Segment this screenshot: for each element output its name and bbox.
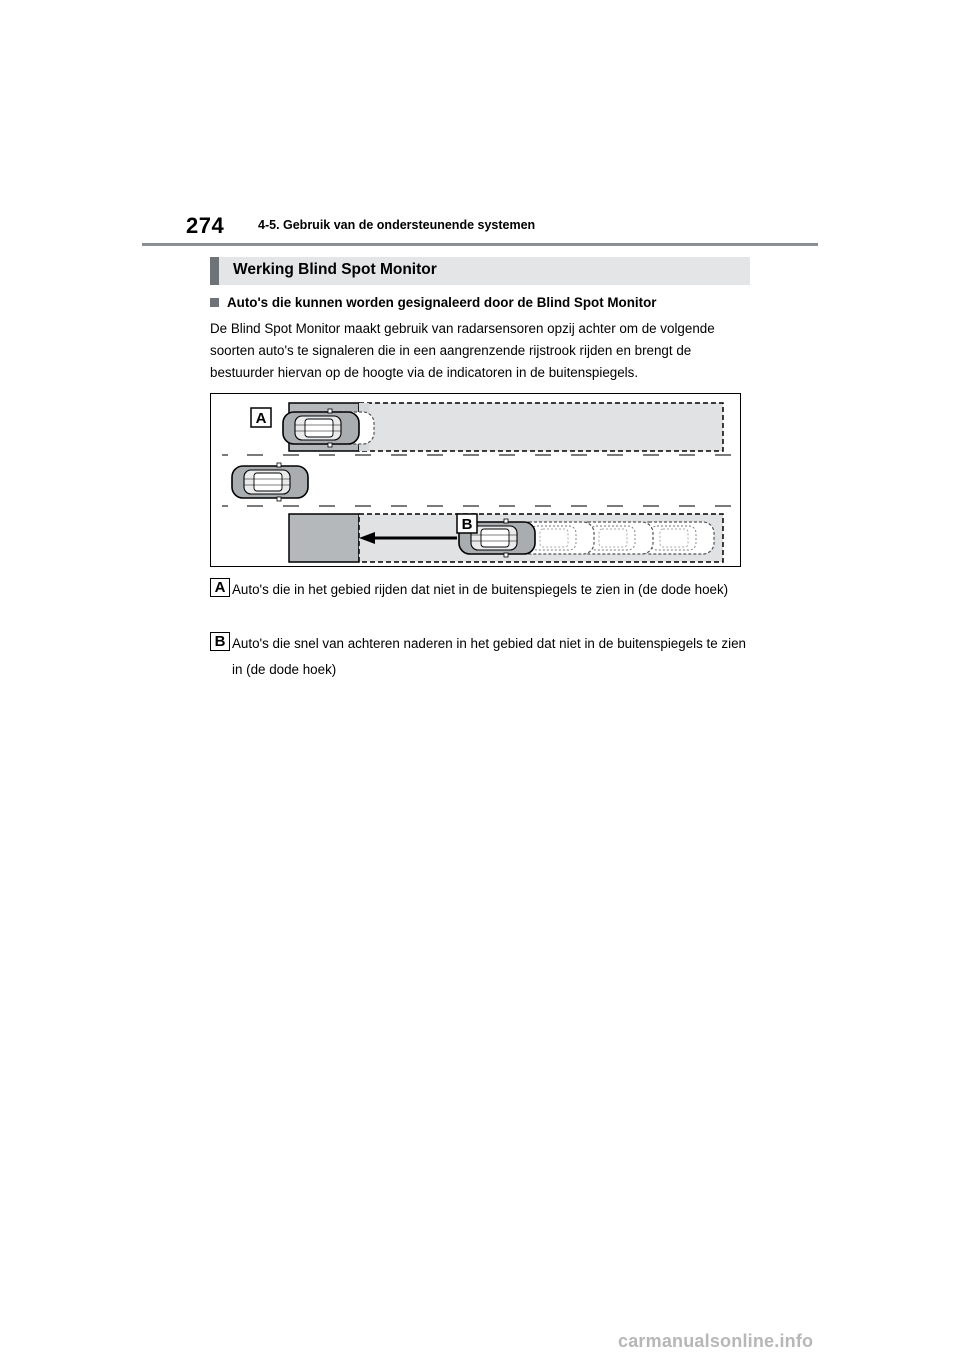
svg-text:A: A xyxy=(255,410,267,427)
legend-letter-b: B xyxy=(210,632,230,651)
svg-text:B: B xyxy=(461,516,473,533)
blind-spot-diagram xyxy=(210,393,741,567)
legend-text-a: Auto's die in het gebied rijden dat niet in de buitenspiegels te zien in (de dode hoek) xyxy=(232,582,729,597)
page-number: 274 xyxy=(186,213,225,238)
section-title: Werking Blind Spot Monitor xyxy=(233,261,437,278)
legend-letter-a: A xyxy=(210,578,230,597)
legend-text-b: Auto's die snel van achteren naderen in het gebied dat niet in de buitenspiegels te zien in (de dode hoek) xyxy=(232,636,746,677)
square-bullet-icon xyxy=(210,298,219,307)
subsection-heading-text: Auto's die kunnen worden gesignaleerd door de Blind Spot Monitor xyxy=(227,295,657,310)
header-divider xyxy=(142,243,818,246)
body-paragraph: De Blind Spot Monitor maakt gebruik van radarsensoren opzij achter om de volgende soorten auto's te signaleren die in een aangrenzende rijstrook rijden en brengt de bestuurder hiervan op de hoogte via de indicatoren in de buitenspiegels. xyxy=(210,321,715,380)
section-heading-box xyxy=(210,257,750,285)
watermark: carmanualsonline.info xyxy=(618,1331,814,1351)
blind-spot-diagram-svg xyxy=(211,394,740,566)
diagram-label-b xyxy=(457,514,477,533)
chapter-title: 4-5. Gebruik van de ondersteunende systemen xyxy=(258,218,536,232)
own-vehicle xyxy=(232,463,308,501)
diagram-label-a xyxy=(251,408,271,427)
car-in-blind-spot-a xyxy=(283,409,359,447)
subsection-heading xyxy=(210,295,656,310)
